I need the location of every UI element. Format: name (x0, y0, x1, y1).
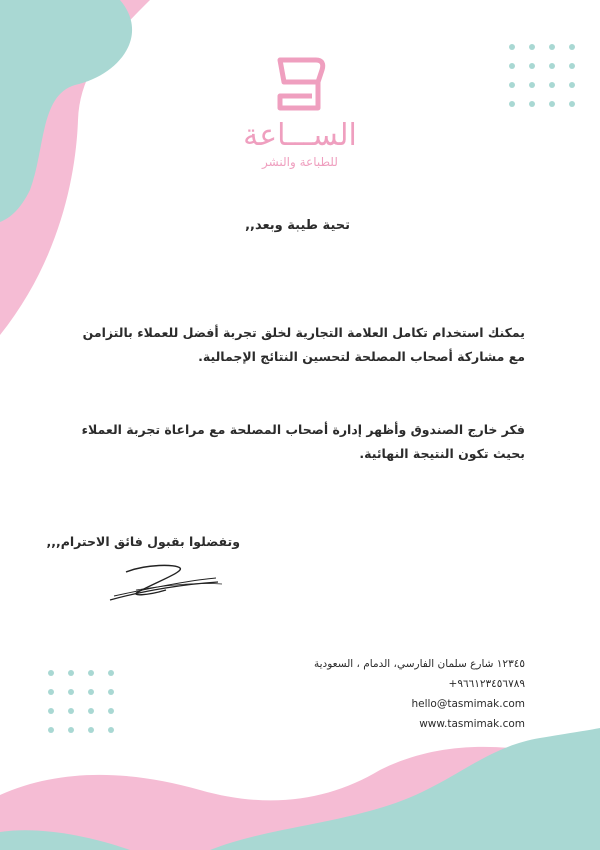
dot-grid-top-right (509, 44, 575, 107)
letter-paragraph-1 (55, 321, 525, 369)
letter-paragraph-2 (55, 418, 525, 466)
paragraph-line: يمكنك استخدام تكامل العلامة التجارية لخلق تجربة أفضل للعملاء بالتزامن (82, 325, 525, 340)
logo-mark-icon (272, 56, 328, 114)
dot-grid-bottom-left (48, 670, 114, 733)
contact-phone: +٩٦٦١٢٣٤٥٦٧٨٩ (448, 678, 525, 690)
logo-name: الســـاعة (243, 118, 357, 153)
paragraph-line: مع مشاركة أصحاب المصلحة لتحسين النتائج الإجمالية. (198, 349, 525, 364)
letter-closing: وتفضلوا بقبول فائق الاحترام,,, (46, 534, 240, 549)
paragraph-line: بحيث تكون النتيجة النهائية. (359, 446, 525, 461)
contact-info (314, 654, 525, 734)
contact-website: www.tasmimak.com (419, 718, 525, 730)
contact-address: ١٢٣٤٥ شارع سلمان الفارسي، الدمام ، السعودية (314, 658, 525, 670)
contact-email: hello@tasmimak.com (411, 698, 525, 710)
company-logo (238, 56, 362, 170)
paragraph-line: فكر خارج الصندوق وأظهر إدارة أصحاب المصلحة مع مراعاة تجربة العملاء (81, 422, 525, 437)
logo-tagline: للطباعة والنشر (262, 155, 338, 169)
signature-image (106, 560, 226, 606)
letter-greeting: تحية طيبة وبعد,, (245, 218, 350, 233)
